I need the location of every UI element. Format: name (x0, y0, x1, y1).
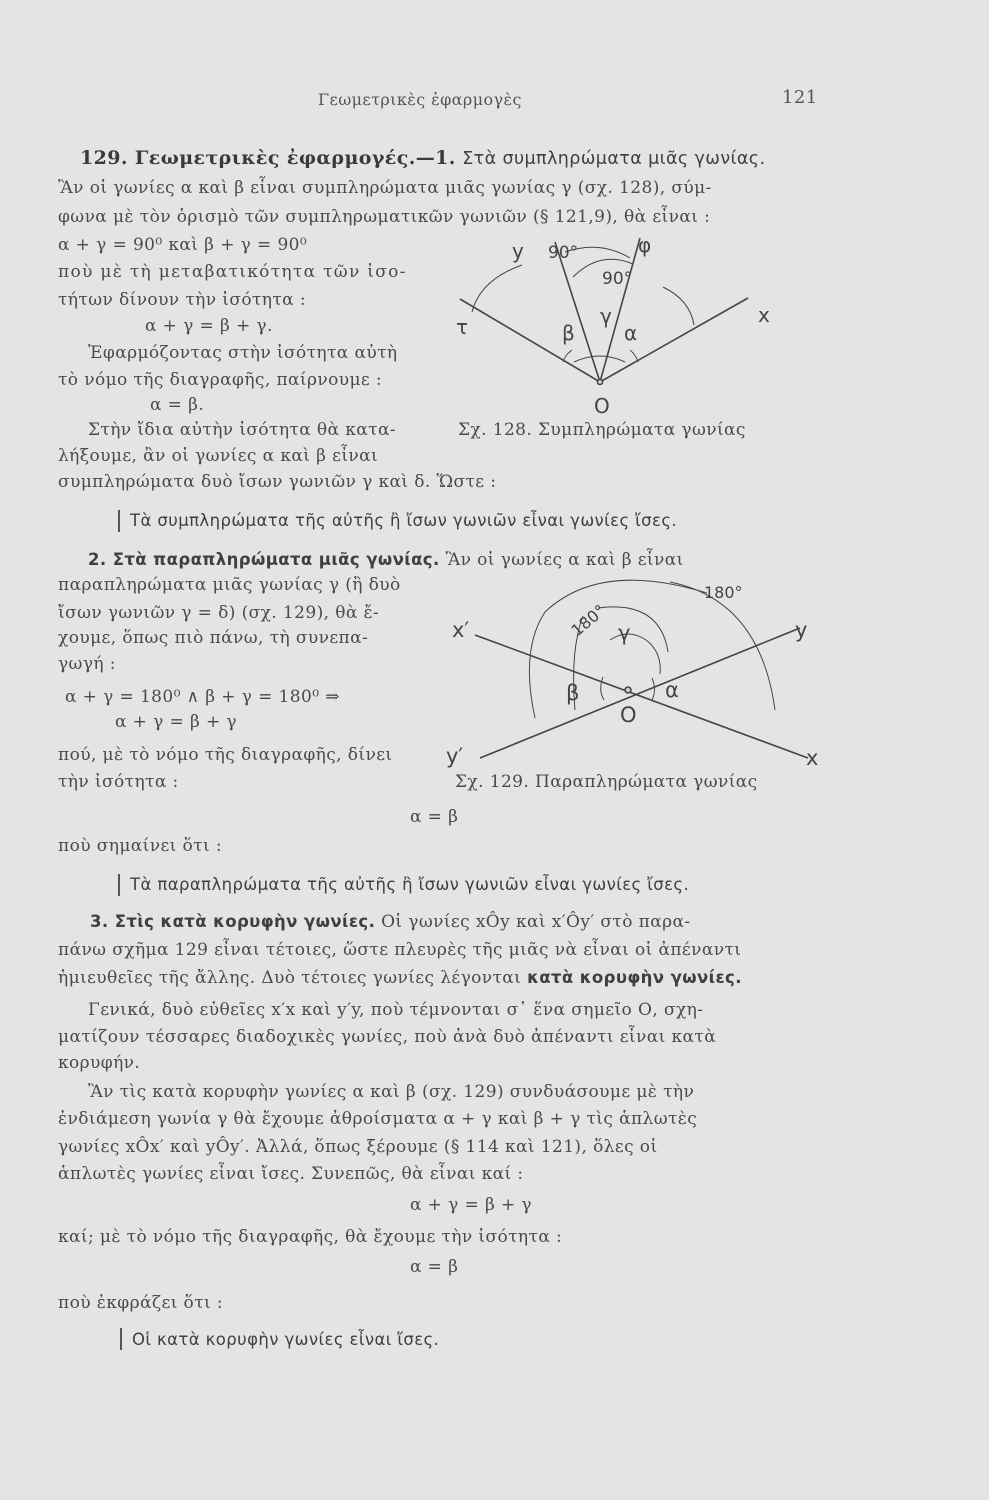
label-y: y (795, 618, 808, 642)
text-line: τὴν ἰσότητα : (58, 772, 179, 792)
text-line: ἐνδιάμεση γωνία γ θὰ ἔχουμε ἀθροίσματα α + γ καὶ β + γ τὶς ἁπλωτὲς (58, 1109, 698, 1129)
text-line: Ἂν τὶς κατὰ κορυφὴν γωνίες α καὶ β (σχ. 129) συνδυάσουμε μὲ τὴν (88, 1082, 695, 1102)
text-line: Στὴν ἴδια αὐτὴν ἰσότητα θὰ κατα- (88, 420, 396, 440)
text-line: ἁπλωτὲς γωνίες εἶναι ἴσες. Συνεπῶς, θὰ εἶναι καί : (58, 1164, 524, 1184)
arc-beta (601, 677, 604, 700)
heading: 2. Στὰ παραπληρώματα μιᾶς γωνίας. (88, 550, 440, 569)
label-90-b: 90° (602, 269, 633, 289)
label-beta: β (566, 681, 580, 705)
text-line: κορυφήν. (58, 1053, 141, 1073)
text-line: φωνα μὲ τὸν ὁρισμὸ τῶν συμπληρωματικῶν γωνιῶν (§ 121,9), θὰ εἶναι : (58, 207, 711, 227)
label-o: O (594, 394, 610, 418)
arc-180-outer-left (529, 580, 707, 718)
heading-number: 129. Γεωμετρικὲς ἐφαρμογές.—1. (80, 147, 456, 169)
rule-statement: Οἱ κατὰ κορυφὴν γωνίες εἶναι ἴσες. (132, 1330, 440, 1349)
label-alpha: α (624, 321, 638, 345)
text-line: Ἐφαρμόζοντας στὴν ἰσότητα αὐτὴ (88, 343, 398, 363)
label-x-prime: x′ (452, 618, 470, 642)
rule-statement: Τὰ συμπληρώματα τῆς αὐτῆς ἢ ἴσων γωνιῶν εἶναι γωνίες ἴσες. (130, 511, 678, 530)
label-y-prime: y′ (446, 744, 464, 768)
text-line: τὸ νόμο τῆς διαγραφῆς, παίρνουμε : (58, 370, 383, 390)
label-phi: φ (638, 233, 652, 257)
term-vertical-angles: κατὰ κορυφὴν γωνίες. (527, 968, 742, 987)
equation: α + γ = 180⁰ ∧ β + γ = 180⁰ ⇒ (65, 687, 340, 707)
text-line: καί; μὲ τὸ νόμο τῆς διαγραφῆς, θὰ ἔχουμε τὴν ἰσότητα : (58, 1227, 563, 1247)
equation: α + γ = β + γ. (145, 316, 273, 336)
text-line: πάνω σχῆμα 129 εἶναι τέτοιες, ὥστε πλευρὲς τῆς μιᾶς νὰ εἶναι οἱ ἀπέναντι (58, 940, 742, 960)
running-title: Γεωμετρικὲς ἐφαρμογὲς (318, 90, 522, 109)
label-tau: τ (456, 315, 469, 339)
rule-marker (120, 1328, 122, 1350)
label-90-a: 90° (548, 243, 579, 263)
text-line: Γενικά, δυὸ εὐθεῖες x′x καὶ y′y, ποὺ τέμνονται σ᾽ ἕνα σημεῖο Ο, σχη- (88, 1000, 704, 1020)
text-line (58, 968, 742, 988)
text: Ἂν οἱ γωνίες α καὶ β εἶναι (445, 550, 684, 570)
label-180-a: 180° (567, 600, 610, 641)
text: ἡμιευθεῖες τῆς ἄλλης. Δυὸ τέτοιες γωνίες λέγονται (58, 968, 522, 988)
text-line: γωγή : (58, 654, 116, 674)
equation: α = β (410, 1257, 459, 1277)
text-line: γωνίες xÔx′ καὶ yÔy′. Ἀλλά, ὅπως ξέρουμε (§ 114 καὶ 121), ὅλες οἱ (58, 1137, 658, 1157)
text-line: χουμε, ὅπως πιὸ πάνω, τὴ συνεπα- (58, 628, 369, 648)
rule-statement: Τὰ παραπληρώματα τῆς αὐτῆς ἢ ἴσων γωνιῶν εἶναι γωνίες ἴσες. (130, 875, 690, 894)
text-line: συμπληρώματα δυὸ ἴσων γωνιῶν γ καὶ δ. Ὥστε : (58, 472, 497, 492)
text-line: ἴσων γωνιῶν γ = δ) (σχ. 129), θὰ ἔ- (58, 603, 380, 623)
equation: α + γ = 90⁰ καὶ β + γ = 90⁰ (58, 235, 308, 255)
label-beta: β (562, 321, 575, 345)
heading: 3. Στὶς κατὰ κορυφὴν γωνίες. (90, 912, 376, 931)
figure-caption: Σχ. 129. Παραπληρώματα γωνίας (455, 772, 758, 792)
label-y: y (512, 239, 524, 263)
label-o: O (620, 703, 637, 727)
section-heading-line (90, 912, 691, 932)
text-line: ποὺ μὲ τὴ μεταβατικότητα τῶν ἰσο- (58, 262, 407, 282)
page-number: 121 (782, 87, 818, 108)
equation: α = β. (150, 395, 205, 415)
arc-alpha (652, 678, 655, 700)
figure-caption: Σχ. 128. Συμπληρώματα γωνίας (458, 420, 746, 440)
label-gamma: γ (600, 304, 612, 328)
equation: α = β (410, 807, 459, 827)
text-line: ματίζουν τέσσαρες διαδοχικὲς γωνίες, ποὺ ἀνὰ δυὸ ἀπέναντι εἶναι κατὰ (58, 1027, 717, 1047)
text-line: πού, μὲ τὸ νόμο τῆς διαγραφῆς, δίνει (58, 745, 393, 765)
label-alpha: α (665, 678, 679, 702)
text-line: λήξουμε, ἂν οἱ γωνίες α καὶ β εἶναι (58, 446, 379, 466)
text-line: τήτων δίνουν τὴν ἰσότητα : (58, 290, 306, 310)
text-line: Ἂν οἱ γωνίες α καὶ β εἶναι συμπληρώματα μιᾶς γωνίας γ (σχ. 128), σύμ- (58, 178, 712, 198)
label-gamma: γ (618, 621, 631, 645)
text-line: ποὺ ἐκφράζει ὅτι : (58, 1293, 223, 1313)
text-line: ποὺ σημαίνει ὅτι : (58, 836, 222, 856)
text-line: παραπληρώματα μιᾶς γωνίας γ (ἢ δυὸ (58, 575, 401, 595)
heading-subtitle: Στὰ συμπληρώματα μιᾶς γωνίας. (462, 149, 766, 169)
label-x: x (758, 303, 770, 327)
label-180-b: 180° (704, 583, 743, 602)
arc-180-inner (598, 607, 668, 652)
label-x: x (806, 746, 819, 770)
equation: α + γ = β + γ (410, 1195, 532, 1215)
text: Οἱ γωνίες xÔy καὶ x′Ôy′ στὸ παρα- (381, 912, 691, 932)
line-y-prime-y (480, 628, 800, 758)
equation: α + γ = β + γ (115, 712, 237, 732)
